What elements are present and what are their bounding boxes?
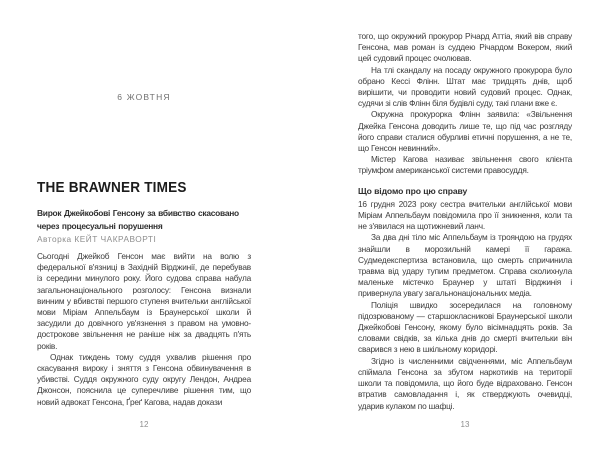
paragraph: Однак тиждень тому суддя ухвалив рішення про скасування вироку і зняття з Генсона обвинувачення в убивстві. Суддя окружного суду округу Лендон, Андреа Джонсон, пояснила це суперечливе рішення тим, що новий адвокат Генсона, Ґреґ Кагова, надав докази <box>37 351 251 407</box>
article-headline: Вирок Джейкобові Генсону за вбивство скасовано через процесуальні порушення <box>37 208 239 231</box>
right-page <box>358 0 572 451</box>
paragraph: Сьогодні Джейкоб Генсон має вийти на волю з федеральної в'язниці в Західній Вірджинії, де перебував із середини минулого року. Його судова справа набула загальнонаціонального розголосу: Генсона визнали винним у вбивстві першого ступеня вчительки англійської мови Міріам Аппельбаум із Браунерської школи й засудили до довічного ув'язнення з правом на умовно-дострокове звільнення не раніше ніж за двадцять п'ять років. <box>37 251 251 351</box>
paragraph: Окружна прокурорка Флінн заявила: «Звільнення Джейка Генсона доводить лише те, що під час розгляду його справи сталися обурливі етичні порушення, а не те, що Генсон невинний». <box>358 109 572 154</box>
page-number-left: 12 <box>139 420 149 429</box>
article-body-right <box>358 31 572 412</box>
paragraph: За два дні тіло міс Аппельбаум із трояндою на грудях знайшли в морозильній камері її гаража. Судмедекспертиза встановила, що смерть спричинила травма від удару тупим предметом. Справа сколихнула маленьке містечко Браунер у штаті Вірджинія і привернула увагу загальнонаціональних медіа. <box>358 232 572 299</box>
article-body-left <box>37 251 251 408</box>
paragraph: На тлі скандалу на посаду окружного прокурора було обрано Кессі Флінн. Штат має тридцять днів, щоб вирішити, чи проводити новий судовий процес. Однак, судячи зі слів Флінн біля будівлі суду, такі плани вже є. <box>358 64 572 109</box>
left-page <box>37 0 251 451</box>
paragraph: Поліція швидко зосередилася на головному підозрюваному — старшокласникові Браунерської школи Джейкобові Генсону, якому було вісімнадцять років. За словами свідків, за кілька днів до смерті вчительки він сварився з нею в шкільному коридорі. <box>358 299 572 355</box>
paragraph: Містер Кагова називає звільнення свого клієнта тріумфом американської системи правосуддя. <box>358 154 572 176</box>
page-number-right: 13 <box>460 420 470 429</box>
paragraph: того, що окружний прокурор Річард Аттіа, який вів справу Генсона, мав роман із суддею Річардом Вокером, який цей судовий процес очолював. <box>358 31 572 64</box>
article-byline: Авторка КЕЙТ ЧАКРАВОРТІ <box>37 234 157 244</box>
chapter-date-header: 6 ЖОВТНЯ <box>117 92 171 102</box>
section-heading-case-facts: Що відомо про цю справу <box>358 185 468 196</box>
newspaper-masthead: THE BRAWNER TIMES <box>37 178 187 195</box>
paragraph: 16 грудня 2023 року сестра вчительки англійської мови Міріам Аппельбаум повідомила про її зникнення, коли та не з'явилася на щотижневий ланч. <box>358 198 572 232</box>
paragraph: Згідно із численними свідченнями, міс Аппельбаум спіймала Генсона за збутом наркотиків на території школи та повідомила, що його буде відраховано. Генсон втратив самовладання і, як стверджують очевидці, ударив кулаком по шафці. <box>358 355 572 411</box>
